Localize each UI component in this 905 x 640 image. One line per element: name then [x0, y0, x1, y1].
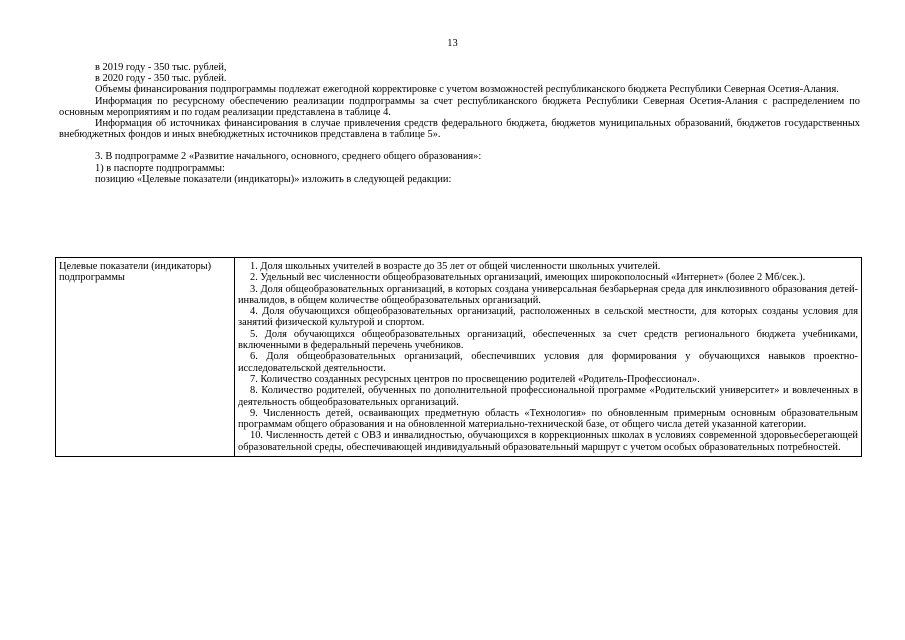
funding-line-2020: в 2020 году - 350 тыс. рублей.: [95, 73, 227, 85]
table-label-cell: [56, 258, 235, 457]
document-body: [59, 62, 860, 185]
table-label: Целевые показатели (индикаторы) подпрограммы: [59, 261, 212, 284]
indicator-8: 8. Количество родителей, обученных по дополнительной профессиональной программе «Родительский университет» и вовлеченных в деятельность общеобразовательных организаций.: [238, 385, 858, 408]
spacer: [89, 140, 860, 151]
indicator-6: 6. Доля общеобразовательных организаций, обеспечивших условия для формирования у обучающихся навыков проектно-исследовательской деятельности.: [238, 351, 858, 374]
funding-line-2019: в 2019 году - 350 тыс. рублей,: [95, 62, 227, 73]
indicator-3: 3. Доля общеобразовательных организаций, в которых создана универсальная безбарьерная среда для инклюзивного образования детей-инвалидов, в общем количестве общеобразовательных организаций.: [238, 283, 858, 306]
indicator-4: 4. Доля обучающихся общеобразовательных организаций, расположенных в сельской местности, для которых созданы условия для занятий физической культурой и спортом.: [238, 306, 858, 329]
amendment-sub-item: 1) в паспорте подпрограммы:: [95, 162, 225, 174]
table-row: [56, 258, 862, 457]
indicators-cell: [235, 258, 862, 457]
target-indicators-table: [55, 257, 862, 457]
indicator-2: 2. Удельный вес численности общеобразовательных организаций, имеющих широкополосный «Интернет» (более 2 Мб/сек.).: [250, 272, 806, 284]
indicator-9: 9. Численность детей, осваивающих предметную область «Технология» по обновленным примерным основным образовательным программам общего образования и на обновленной материально-технической базе, от общего числа детей указанной категории.: [238, 407, 858, 431]
indicator-5: 5. Доля обучающихся общеобразовательных организаций, обеспеченных за счет средств регионального бюджета учебниками, включенными в федеральный перечень учебников.: [238, 328, 858, 352]
amendment-item: 3. В подпрограмме 2 «Развитие начального, основного, среднего общего образования»:: [95, 151, 482, 163]
page-number: 13: [447, 38, 458, 49]
indicator-10: 10. Численность детей с ОВЗ и инвалидностью, обучающихся в коррекционных школах в условиях современной здоровьесберегающей образовательной среды, обеспечивающей индивидуальный образовательный маршрут с учетом особых образовательных потребностей.: [238, 430, 858, 453]
indicator-7: 7. Количество созданных ресурсных центров по просвещению родителей «Родитель-Профессионал».: [250, 373, 700, 385]
indicator-1: 1. Доля школьных учителей в возрасте до 35 лет от общей численности школьных учителей.: [250, 261, 661, 272]
paragraph-funding-adjustment: Объемы финансирования подпрограммы подлежат ежегодной корректировке с учетом возможностей республиканского бюджета Республики Северная Осетия-Алания.: [95, 84, 839, 96]
paragraph-funding-sources: Информация об источниках финансирования в случае привлечения средств федерального бюджета, бюджетов муниципальных образований, бюджетов государственных внебюджетных фондов и иных внебюджетных источников представлена в таблице 5».: [59, 118, 860, 141]
amendment-instruction: позицию «Целевые показатели (индикаторы)» изложить в следующей редакции:: [95, 173, 452, 185]
paragraph-resource-info: Информация по ресурсному обеспечению реализации подпрограммы за счет республиканского бюджета Республики Северная Осетия-Алания с распределением по основным мероприятиям и по годам реализации представлена в таблице 4.: [59, 95, 860, 118]
